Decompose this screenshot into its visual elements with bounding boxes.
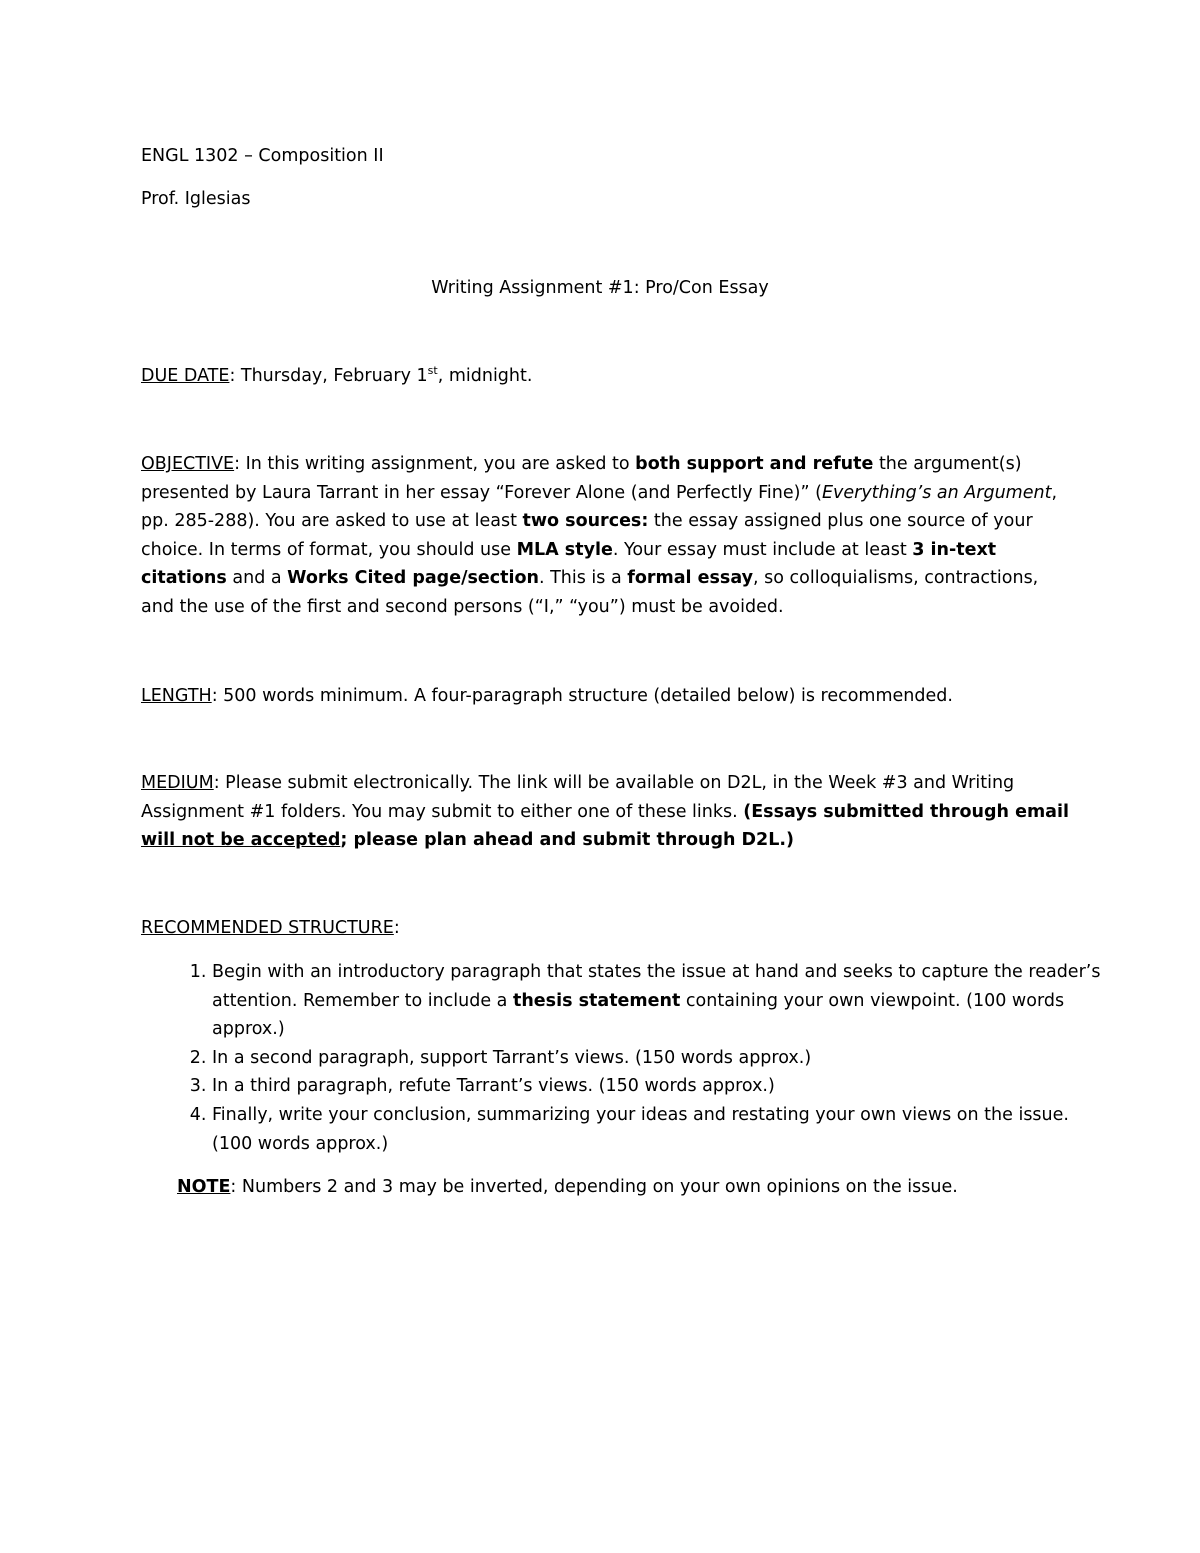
due-date-line [141,362,532,391]
colon: : [213,773,226,793]
objective-text: and a [226,568,288,589]
objective-text: the argument(s) presented by Laura Tarrant in her essay “Forever Alone (and Perfectly Fine)” ( [141,454,1022,503]
objective-emphasis: MLA style [516,539,613,560]
colon: : [234,454,246,474]
list-item-text: Finally, write your conclusion, summarizing your ideas and restating your own views on the issue. (100 words approx.) [212,1104,1069,1154]
colon: : [393,918,400,938]
objective-text: , so colloquialisms, contractions, and the use of the first and second persons (“I,” “you”) must be avoided. [141,568,1039,617]
colon: : [229,366,241,386]
list-item [212,1101,1112,1158]
due-date-sup: st [427,364,438,378]
colon: : [211,686,224,706]
thesis-emphasis: thesis statement [512,990,681,1011]
medium-paragraph [141,769,1071,855]
assignment-title: Writing Assignment #1: Pro/Con Essay [431,278,769,298]
book-title: Everything’s an Argument [821,482,1052,503]
medium-warning: ; please plan ahead and submit through D2L.) [340,830,795,851]
medium-label: MEDIUM [141,773,214,793]
objective-emphasis: 3 in-text citations [141,539,997,589]
list-item [212,1044,1112,1073]
colon: : [230,1177,242,1197]
course-line: ENGL 1302 – Composition II [141,146,384,166]
objective-label: OBJECTIVE [141,454,235,474]
objective-text: , pp. 285-288). You are asked to use at least [141,482,1058,532]
objective-text: In this writing assignment, you are asked to [245,454,636,474]
length-line [141,682,953,711]
structure-heading [141,914,400,943]
professor-line: Prof. Iglesias [141,189,251,209]
objective-emphasis: both support and refute [635,454,874,474]
objective-paragraph [141,450,1071,622]
objective-text: . This is a [538,568,628,589]
structure-label: RECOMMENDED STRUCTURE [141,918,394,938]
objective-emphasis: Works Cited page/section [287,568,539,589]
note-text: Numbers 2 and 3 may be inverted, depending on your own opinions on the issue. [241,1177,958,1197]
objective-emphasis: two sources: [522,511,649,532]
medium-warning: (Essays submitted through email [743,801,1069,822]
length-label: LENGTH [141,686,212,706]
medium-text: Please submit electronically. The link will be available on D2L, in the Week #3 and Writing Assignment #1 folders. You may submit to either one of these links. [141,773,1015,822]
list-item-text: containing your own viewpoint. (100 words approx.) [212,990,1065,1040]
list-item-text: In a second paragraph, support Tarrant’s views. (150 words approx.) [212,1047,812,1068]
structure-list [141,958,1112,1158]
medium-warning-underlined: will not be accepted [141,830,341,851]
objective-emphasis: formal essay [627,568,754,589]
note-label: NOTE [177,1177,231,1197]
due-date-text: Thursday, February 1 [240,366,428,386]
list-item-text: Begin with an introductory paragraph that states the issue at hand and seeks to capture the reader’s attention. Remember to include a [212,962,1101,1011]
length-text: 500 words minimum. A four-paragraph structure (detailed below) is recommended. [223,686,953,706]
objective-text: the essay assigned plus one source of your choice. In terms of format, you should use [141,511,1033,560]
due-date-tail: , midnight. [437,366,533,386]
list-item-text: In a third paragraph, refute Tarrant’s views. (150 words approx.) [212,1076,775,1097]
list-item [212,958,1112,1044]
list-item [212,1072,1112,1101]
due-date-label: DUE DATE [141,366,230,386]
objective-text: . Your essay must include at least [612,539,913,560]
note-line [177,1173,958,1202]
